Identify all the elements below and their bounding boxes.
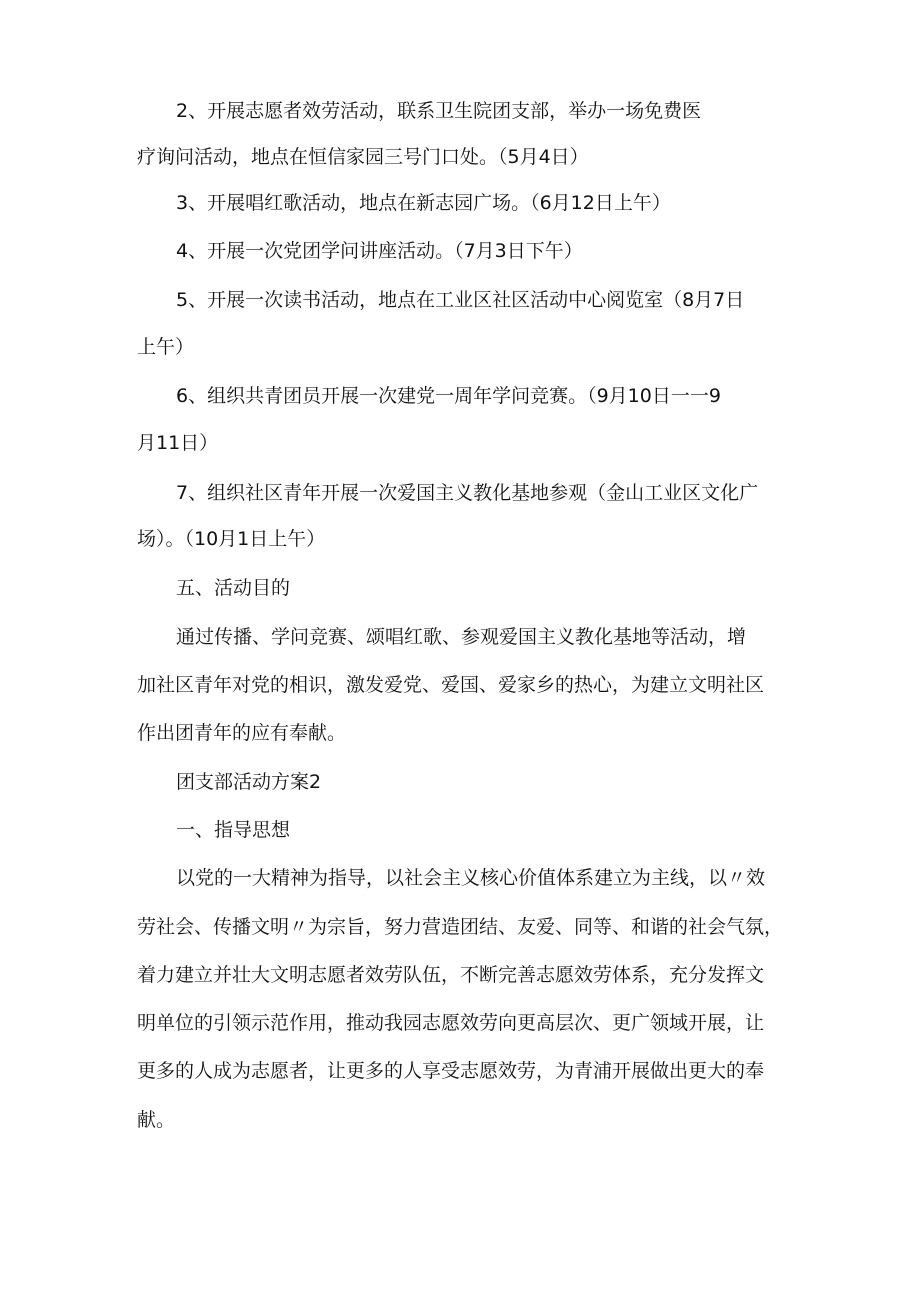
section-heading-guiding-ideology: 一、指导思想 xyxy=(176,819,291,841)
item-6-line-1: 6、组织共青团员开展一次建党一周年学问竞赛。（9月10日一一9 xyxy=(176,385,721,407)
guide-line-4: 明单位的引领示范作用，推动我园志愿效劳向更高层次、更广领域开展，让 xyxy=(137,1012,765,1034)
guide-line-3: 着力建立并壮大文明志愿者效劳队伍，不断完善志愿效劳体系，充分发挥文 xyxy=(137,964,765,986)
purpose-line-2: 加社区青年对党的相识，激发爱党、爱国、爱家乡的热心，为建立文明社区 xyxy=(137,674,765,696)
guide-line-5: 更多的人成为志愿者，让更多的人享受志愿效劳，为青浦开展做出更大的奉 xyxy=(137,1060,765,1082)
guide-line-1: 以党的一大精神为指导，以社会主义核心价值体系建立为主线，以〃效 xyxy=(176,867,766,889)
item-7-line-1: 7、组织社区青年开展一次爱国主义教化基地参观（金山工业区文化广 xyxy=(176,482,759,504)
item-3-line-1: 3、开展唱红歌活动，地点在新志园广场。（6月12日上午） xyxy=(176,192,671,214)
item-5-line-2: 上午） xyxy=(137,336,195,358)
section-heading-purpose: 五、活动目的 xyxy=(176,577,291,599)
item-2-line-2: 疗询问活动，地点在恒信家园三号门口处。（5月4日） xyxy=(137,146,589,168)
item-6-line-2: 月11日） xyxy=(137,432,219,454)
purpose-line-3: 作出团青年的应有奉献。 xyxy=(137,722,347,744)
item-2-line-1: 2、开展志愿者效劳活动，联系卫生院团支部，举办一场免费医 xyxy=(176,100,702,122)
item-5-line-1: 5、开展一次读书活动，地点在工业区社区活动中心阅览室（8月7日 xyxy=(176,289,745,311)
guide-line-2: 劳社会、传播文明〃为宗旨，努力营造团结、友爱、同等、和谐的社会气氛， xyxy=(137,916,784,938)
purpose-line-1: 通过传播、学问竞赛、颂唱红歌、参观爱国主义教化基地等活动，增 xyxy=(176,626,747,648)
item-4-line-1: 4、开展一次党团学问讲座活动。（7月3日下午） xyxy=(176,240,583,262)
plan-2-title: 团支部活动方案2 xyxy=(176,771,322,793)
guide-line-6: 献。 xyxy=(137,1109,176,1131)
item-7-line-2: 场）。（10月1日上午） xyxy=(137,528,326,550)
